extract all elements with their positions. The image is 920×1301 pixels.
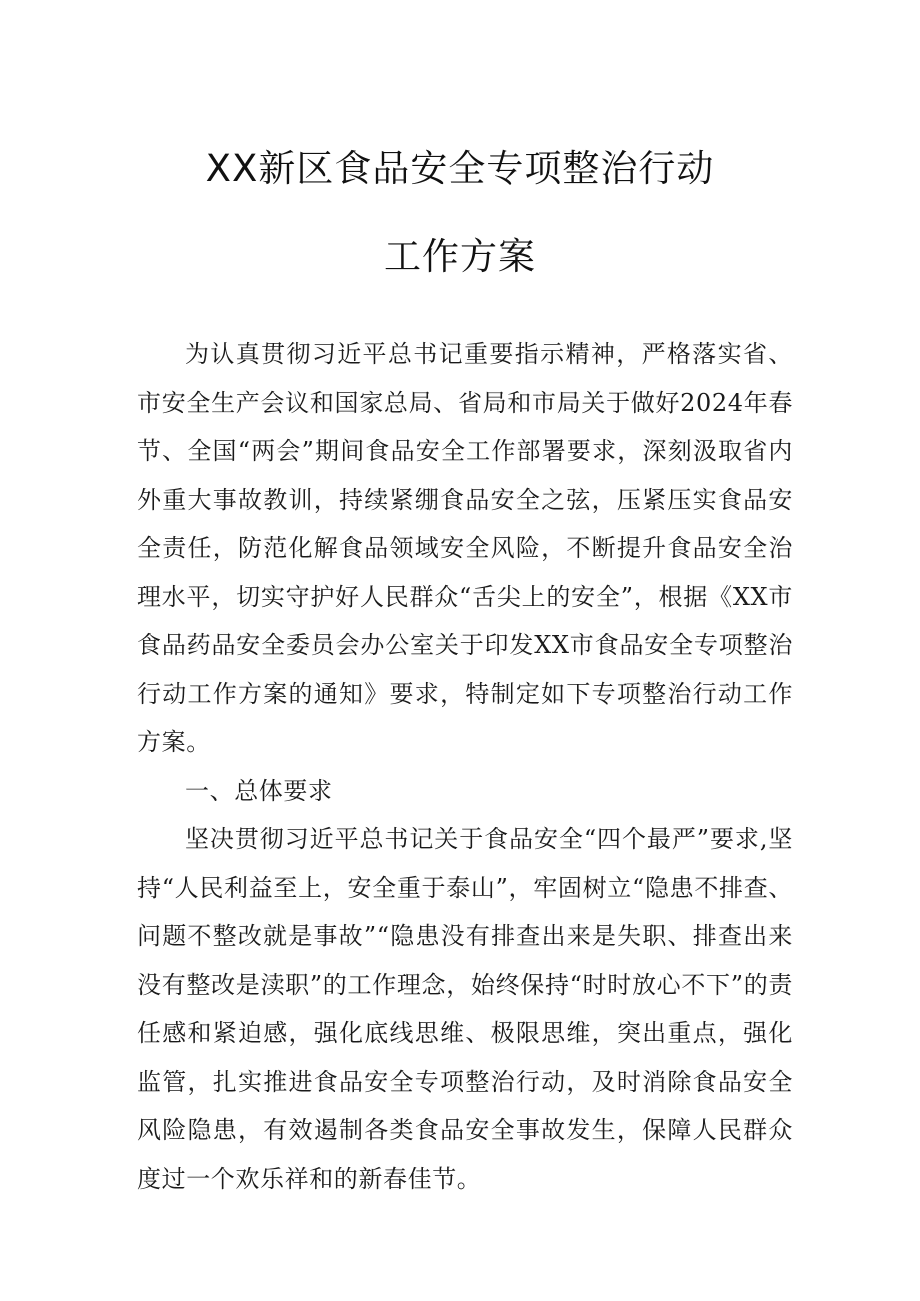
document-title-line2: 工作方案	[384, 235, 536, 278]
section-heading-general-requirements: 一、总体要求	[185, 776, 333, 805]
document-body	[137, 330, 793, 1203]
document-title-line1: XX新区食品安全专项整治行动	[205, 147, 715, 190]
intro-paragraph: 为认真贯彻习近平总书记重要指示精神，严格落实省、市安全生产会议和国家总局、省局和市局关于做好2024年春节、全国“两会”期间食品安全工作部署要求，深刻汲取省内外重大事故教训，持续紧绷食品安全之弦，压紧压实食品安全责任，防范化解食品领域安全风险，不断提升食品安全治理水平，切实守护好人民群众“舌尖上的安全”，根据《XX市食品药品安全委员会办公室关于印发XX市食品安全专项整治行动工作方案的通知》要求，特制定如下专项整治行动工作方案。	[137, 340, 793, 756]
section-paragraph-general-requirements: 坚决贯彻习近平总书记关于食品安全“四个最严”要求,坚持“人民利益至上，安全重于泰山”，牢固树立“隐患不排查、问题不整改就是事故”“隐患没有排查出来是失职、排查出来没有整改是渎职”的工作理念，始终保持“时时放心不下”的责任感和紧迫感，强化底线思维、极限思维，突出重点，强化监管，扎实推进食品安全专项整治行动，及时消除食品安全风险隐患，有效遏制各类食品安全事故发生，保障人民群众度过一个欢乐祥和的新春佳节。	[137, 825, 793, 1193]
